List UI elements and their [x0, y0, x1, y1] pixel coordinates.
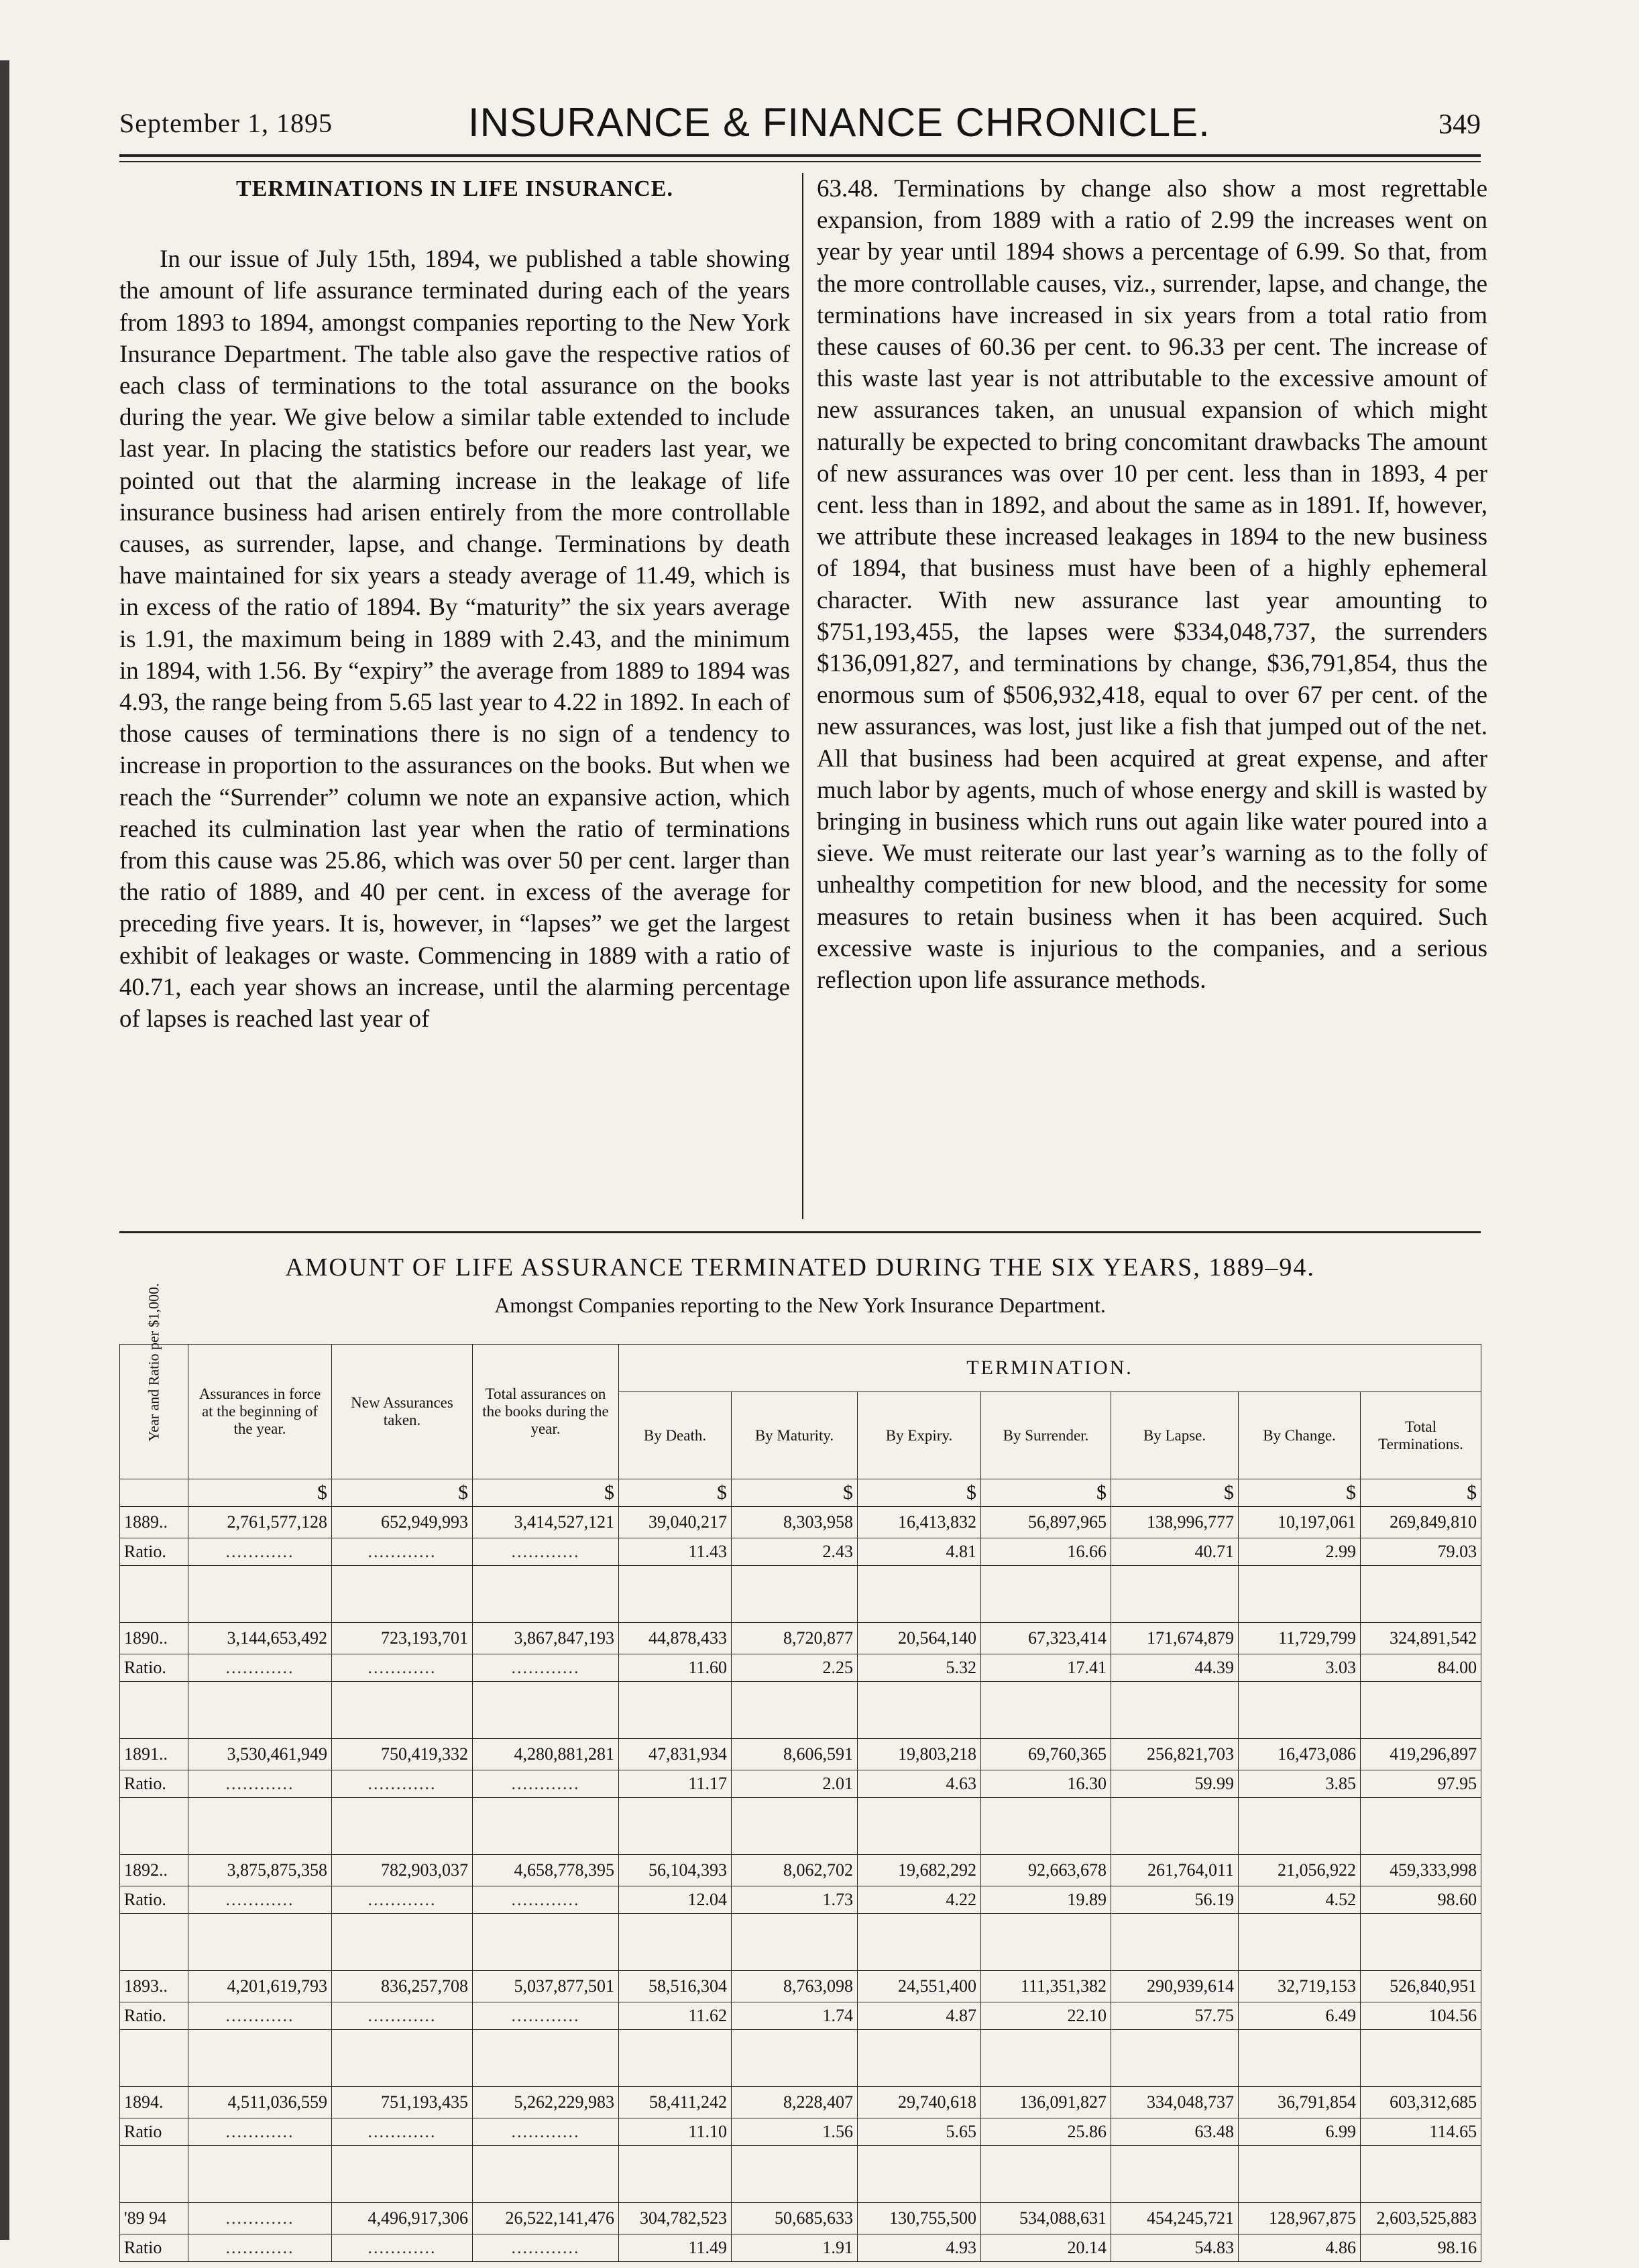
change-ratio-cell: 4.52 — [1239, 1886, 1361, 1914]
spacer-cell — [1111, 2030, 1239, 2087]
spacer-cell — [858, 1566, 981, 1623]
tterm-cell: 526,840,951 — [1361, 1971, 1481, 2002]
column-divider — [802, 173, 803, 1219]
row-spacer — [120, 1682, 1481, 1739]
ratio-label: Ratio. — [120, 1770, 188, 1798]
year-cell: 1889.. — [120, 1507, 188, 1538]
maturity-ratio-cell: 1.91 — [732, 2234, 858, 2262]
change-cell: 16,473,086 — [1239, 1739, 1361, 1770]
change-cell: 21,056,922 — [1239, 1855, 1361, 1886]
spacer-cell — [188, 1682, 332, 1739]
table-row-values — [120, 1507, 1481, 1538]
ratio-label: Ratio. — [120, 2002, 188, 2030]
expiry-ratio-cell: 4.63 — [858, 1770, 981, 1798]
table-row-values — [120, 1739, 1481, 1770]
maturity-ratio-cell: 1.56 — [732, 2118, 858, 2146]
spacer-cell — [1111, 1682, 1239, 1739]
col-header-change: By Change. — [1239, 1392, 1361, 1479]
spacer-cell — [120, 1566, 188, 1623]
death-ratio-cell: 11.17 — [619, 1770, 732, 1798]
dots: ............ — [332, 2002, 473, 2030]
spacer-cell — [1239, 2146, 1361, 2203]
dots: ............ — [332, 2118, 473, 2146]
death-ratio-cell: 11.10 — [619, 2118, 732, 2146]
dots: ............ — [473, 1538, 619, 1566]
death-cell: 39,040,217 — [619, 1507, 732, 1538]
currency-sign: $ — [981, 1479, 1111, 1507]
article-right-column — [817, 173, 1487, 996]
cell — [120, 1479, 188, 1507]
spacer-cell — [619, 1914, 732, 1971]
change-cell: 128,967,875 — [1239, 2203, 1361, 2234]
currency-sign: $ — [332, 1479, 473, 1507]
spacer-cell — [188, 1914, 332, 1971]
force-cell: ............ — [188, 2203, 332, 2234]
spacer-cell — [1111, 1798, 1239, 1855]
tterm-cell: 459,333,998 — [1361, 1855, 1481, 1886]
change-ratio-cell: 3.85 — [1239, 1770, 1361, 1798]
spacer-cell — [1111, 2146, 1239, 2203]
dots: ............ — [332, 1886, 473, 1914]
death-ratio-cell: 12.04 — [619, 1886, 732, 1914]
currency-sign: $ — [858, 1479, 981, 1507]
death-cell: 58,411,242 — [619, 2087, 732, 2118]
surrender-cell: 56,897,965 — [981, 1507, 1111, 1538]
maturity-cell: 8,228,407 — [732, 2087, 858, 2118]
total-books-cell: 3,867,847,193 — [473, 1623, 619, 1654]
row-spacer — [120, 1914, 1481, 1971]
spacer-cell — [732, 1798, 858, 1855]
death-cell: 58,516,304 — [619, 1971, 732, 2002]
expiry-cell: 20,564,140 — [858, 1623, 981, 1654]
lapse-ratio-cell: 59.99 — [1111, 1770, 1239, 1798]
spacer-cell — [981, 1798, 1111, 1855]
spacer-cell — [332, 1682, 473, 1739]
page-header — [119, 99, 1481, 146]
surrender-cell: 111,351,382 — [981, 1971, 1111, 2002]
spacer-cell — [1361, 1914, 1481, 1971]
tterm-cell: 2,603,525,883 — [1361, 2203, 1481, 2234]
col-header-surrender: By Surrender. — [981, 1392, 1111, 1479]
lapse-ratio-cell: 56.19 — [1111, 1886, 1239, 1914]
tterm-ratio-cell: 84.00 — [1361, 1654, 1481, 1682]
col-header-death: By Death. — [619, 1392, 732, 1479]
spacer-cell — [1239, 1914, 1361, 1971]
spacer-cell — [473, 1914, 619, 1971]
col-header-maturity: By Maturity. — [732, 1392, 858, 1479]
spacer-cell — [473, 1798, 619, 1855]
tterm-cell: 324,891,542 — [1361, 1623, 1481, 1654]
dots: ............ — [188, 1654, 332, 1682]
death-cell: 47,831,934 — [619, 1739, 732, 1770]
surrender-ratio-cell: 16.30 — [981, 1770, 1111, 1798]
lapse-ratio-cell: 44.39 — [1111, 1654, 1239, 1682]
spacer-cell — [858, 1798, 981, 1855]
spacer-cell — [619, 1798, 732, 1855]
dots: ............ — [188, 2234, 332, 2262]
spacer-cell — [981, 1914, 1111, 1971]
surrender-cell: 534,088,631 — [981, 2203, 1111, 2234]
spacer-cell — [120, 1682, 188, 1739]
force-cell: 3,144,653,492 — [188, 1623, 332, 1654]
table-row-values — [120, 2203, 1481, 2234]
expiry-ratio-cell: 4.93 — [858, 2234, 981, 2262]
dots: ............ — [188, 1538, 332, 1566]
table-row-ratios — [120, 2234, 1481, 2262]
spacer-cell — [1239, 2030, 1361, 2087]
surrender-ratio-cell: 16.66 — [981, 1538, 1111, 1566]
spacer-cell — [619, 1682, 732, 1739]
spacer-cell — [332, 1566, 473, 1623]
spacer-cell — [332, 1914, 473, 1971]
col-header-new: New Assurances taken. — [332, 1345, 473, 1479]
change-cell: 11,729,799 — [1239, 1623, 1361, 1654]
ratio-label: Ratio — [120, 2234, 188, 2262]
total-books-cell: 26,522,141,476 — [473, 2203, 619, 2234]
death-ratio-cell: 11.49 — [619, 2234, 732, 2262]
new-cell: 723,193,701 — [332, 1623, 473, 1654]
death-ratio-cell: 11.43 — [619, 1538, 732, 1566]
surrender-ratio-cell: 17.41 — [981, 1654, 1111, 1682]
change-ratio-cell: 4.86 — [1239, 2234, 1361, 2262]
tterm-ratio-cell: 104.56 — [1361, 2002, 1481, 2030]
spacer-cell — [858, 2030, 981, 2087]
row-spacer — [120, 2030, 1481, 2087]
surrender-ratio-cell: 22.10 — [981, 2002, 1111, 2030]
lapse-ratio-cell: 57.75 — [1111, 2002, 1239, 2030]
total-books-cell: 3,414,527,121 — [473, 1507, 619, 1538]
col-header-termination: TERMINATION. — [619, 1345, 1481, 1392]
lapse-cell: 171,674,879 — [1111, 1623, 1239, 1654]
spacer-cell — [332, 2030, 473, 2087]
dots: ............ — [332, 2234, 473, 2262]
lapse-cell: 454,245,721 — [1111, 2203, 1239, 2234]
row-spacer — [120, 1798, 1481, 1855]
currency-row — [120, 1479, 1481, 1507]
expiry-cell: 29,740,618 — [858, 2087, 981, 2118]
table-row-ratios — [120, 2118, 1481, 2146]
dots: ............ — [473, 1770, 619, 1798]
new-cell: 782,903,037 — [332, 1855, 473, 1886]
currency-sign: $ — [732, 1479, 858, 1507]
surrender-ratio-cell: 19.89 — [981, 1886, 1111, 1914]
force-cell: 4,201,619,793 — [188, 1971, 332, 2002]
surrender-cell: 92,663,678 — [981, 1855, 1111, 1886]
ratio-label: Ratio. — [120, 1886, 188, 1914]
maturity-ratio-cell: 2.43 — [732, 1538, 858, 1566]
spacer-cell — [732, 1566, 858, 1623]
expiry-cell: 16,413,832 — [858, 1507, 981, 1538]
lapse-cell: 256,821,703 — [1111, 1739, 1239, 1770]
change-ratio-cell: 6.49 — [1239, 2002, 1361, 2030]
currency-sign: $ — [473, 1479, 619, 1507]
spacer-cell — [981, 2030, 1111, 2087]
article-title: TERMINATIONS IN LIFE INSURANCE. — [236, 176, 673, 201]
table-row-values — [120, 1971, 1481, 2002]
spacer-cell — [1361, 1566, 1481, 1623]
col-header-year: Year and Ratio per $1,000. — [120, 1345, 188, 1479]
ratio-label: Ratio. — [120, 1654, 188, 1682]
force-cell: 3,530,461,949 — [188, 1739, 332, 1770]
tterm-ratio-cell: 79.03 — [1361, 1538, 1481, 1566]
dots: ............ — [473, 1654, 619, 1682]
surrender-cell: 67,323,414 — [981, 1623, 1111, 1654]
table-subtitle: Amongst Companies reporting to the New York Insurance Department. — [494, 1293, 1106, 1317]
spacer-cell — [1361, 1798, 1481, 1855]
ratio-label: Ratio — [120, 2118, 188, 2146]
tterm-ratio-cell: 98.16 — [1361, 2234, 1481, 2262]
spacer-cell — [619, 1566, 732, 1623]
spacer-cell — [981, 1566, 1111, 1623]
dots: ............ — [332, 1538, 473, 1566]
col-header-total-books: Total assurances on the books during the year. — [473, 1345, 619, 1479]
col-header-force: Assurances in force at the beginning of the year. — [188, 1345, 332, 1479]
change-ratio-cell: 6.99 — [1239, 2118, 1361, 2146]
currency-sign: $ — [619, 1479, 732, 1507]
surrender-ratio-cell: 20.14 — [981, 2234, 1111, 2262]
spacer-cell — [732, 2146, 858, 2203]
dots: ............ — [332, 1654, 473, 1682]
expiry-cell: 24,551,400 — [858, 1971, 981, 2002]
table-row-ratios — [120, 1654, 1481, 1682]
spacer-cell — [732, 1914, 858, 1971]
dots: ............ — [473, 1886, 619, 1914]
death-ratio-cell: 11.60 — [619, 1654, 732, 1682]
spacer-cell — [188, 1566, 332, 1623]
spacer-cell — [981, 1682, 1111, 1739]
new-cell: 751,193,435 — [332, 2087, 473, 2118]
table-row-values — [120, 1623, 1481, 1654]
new-cell: 836,257,708 — [332, 1971, 473, 2002]
expiry-ratio-cell: 5.32 — [858, 1654, 981, 1682]
expiry-cell: 19,803,218 — [858, 1739, 981, 1770]
expiry-ratio-cell: 4.87 — [858, 2002, 981, 2030]
spacer-cell — [1111, 1914, 1239, 1971]
spacer-cell — [188, 1798, 332, 1855]
maturity-ratio-cell: 2.01 — [732, 1770, 858, 1798]
spacer-cell — [1361, 1682, 1481, 1739]
new-cell: 652,949,993 — [332, 1507, 473, 1538]
surrender-ratio-cell: 25.86 — [981, 2118, 1111, 2146]
death-ratio-cell: 11.62 — [619, 2002, 732, 2030]
spacer-cell — [332, 1798, 473, 1855]
spacer-cell — [188, 2146, 332, 2203]
spacer-cell — [858, 1914, 981, 1971]
col-header-lapse: By Lapse. — [1111, 1392, 1239, 1479]
surrender-cell: 136,091,827 — [981, 2087, 1111, 2118]
spacer-cell — [473, 1566, 619, 1623]
death-cell: 44,878,433 — [619, 1623, 732, 1654]
spacer-cell — [1239, 1682, 1361, 1739]
row-spacer — [120, 1566, 1481, 1623]
header-rule-top — [119, 154, 1481, 157]
table-header-row — [120, 1345, 1481, 1392]
currency-sign: $ — [1239, 1479, 1361, 1507]
force-cell: 2,761,577,128 — [188, 1507, 332, 1538]
tterm-cell: 419,296,897 — [1361, 1739, 1481, 1770]
spacer-cell — [120, 2146, 188, 2203]
publication-title: INSURANCE & FINANCE CHRONICLE. — [468, 100, 1210, 145]
total-books-cell: 5,262,229,983 — [473, 2087, 619, 2118]
table-row-ratios — [120, 1538, 1481, 1566]
lapse-cell: 261,764,011 — [1111, 1855, 1239, 1886]
total-books-cell: 4,280,881,281 — [473, 1739, 619, 1770]
dots: ............ — [473, 2234, 619, 2262]
col-header-total-terminations: Total Terminations. — [1361, 1392, 1481, 1479]
tterm-ratio-cell: 114.65 — [1361, 2118, 1481, 2146]
year-cell: 1891.. — [120, 1739, 188, 1770]
spacer-cell — [188, 2030, 332, 2087]
row-spacer — [120, 2146, 1481, 2203]
maturity-cell: 8,720,877 — [732, 1623, 858, 1654]
spacer-cell — [332, 2146, 473, 2203]
spacer-cell — [120, 1798, 188, 1855]
article-paragraph: In our issue of July 15th, 1894, we published a table showing the amount of life assurance terminated during each of the years from 1893 to 1894, amongst companies reporting to the New York Insurance Department. The table also gave the respective ratios of each class of terminations to the total assurance on the books during the year. We give below a similar table extended to include last year. In placing the statistics before our readers last year, we pointed out that the alarming increase in the leakage of life insurance business had arisen entirely from the more controllable causes, as surrender, lapse, and change. Terminations by death have maintained for six years a steady average of 11.49, which is in excess of the ratio of 1894. By “maturity” the six years average is 1.91, the maximum being in 1889 with 2.43, and the minimum in 1894, with 1.56. By “expiry” the average from 1889 to 1894 was 4.93, the range being from 5.65 last year to 4.22 in 1892. In each of those causes of terminations there is no sign of a tendency to increase in proportion to the assurances on the books. But when we reach the “Surrender” column we note an expansive action, which reached its culmination last year when the ratio of terminations from this cause was 25.86, which was over 50 per cent. larger than the ratio of 1889, and 40 per cent. in excess of the average for preceding five years. It is, however, in “lapses” we get the largest exhibit of leakages or waste. Commencing in 1889 with a ratio of 40.71, each year shows an increase, until the alarming percentage of lapses is reached last year of — [119, 245, 790, 1033]
spacer-cell — [473, 2030, 619, 2087]
header-rule-bottom — [119, 161, 1481, 162]
maturity-ratio-cell: 2.25 — [732, 1654, 858, 1682]
spacer-cell — [120, 1914, 188, 1971]
table-row-ratios — [120, 2002, 1481, 2030]
dots: ............ — [188, 2002, 332, 2030]
tterm-cell: 603,312,685 — [1361, 2087, 1481, 2118]
issue-date: September 1, 1895 — [119, 108, 333, 138]
spacer-cell — [732, 2030, 858, 2087]
section-rule — [119, 1231, 1481, 1233]
tterm-ratio-cell: 98.60 — [1361, 1886, 1481, 1914]
lapse-cell: 138,996,777 — [1111, 1507, 1239, 1538]
spacer-cell — [619, 2030, 732, 2087]
table-row-ratios — [120, 1770, 1481, 1798]
dots: ............ — [188, 1886, 332, 1914]
article-paragraph-continued: 63.48. Terminations by change also show a most regrettable expansion, from 1889 with a ratio of 2.99 the increases went on year by year until 1894 shows a percentage of 6.99. So that, from the more controllable causes, viz., surrender, lapse, and change, the terminations have increased in six years from a total ratio from these causes of 60.36 per cent. to 96.33 per cent. The increase of this waste last year is not attributable to the excessive amount of new assurances taken, an unusual expansion of which might naturally be expected to bring concomitant drawbacks The amount of new assurances was over 10 per cent. less than in 1893, 4 per cent. less than in 1892, and about the same as in 1891. If, however, we attribute these increased leakages in 1894 to the new business of 1894, that business must have been of a highly ephemeral character. With new assurance last year amounting to $751,193,455, the lapses were $334,048,737, the surrenders $136,091,827, and terminations by change, $36,791,854, thus the enormous sum of $506,932,418, equal to over 67 per cent. of the new assurances, was lost, just like a fish that jumped out of the net. All that business had been acquired at great expense, and after much labor by agents, much of whose energy and skill is wasted by bringing in business which runs out again like water poured into a sieve. We must reiterate our last year’s warning as to the folly of unhealthy competition for new blood, and the necessity for some measures to retain business when it has been acquired. Such excessive waste is injurious to the companies, and a serious reflection upon life assurance methods. — [817, 175, 1487, 995]
surrender-cell: 69,760,365 — [981, 1739, 1111, 1770]
lapse-ratio-cell: 63.48 — [1111, 2118, 1239, 2146]
year-cell: 1892.. — [120, 1855, 188, 1886]
tterm-cell: 269,849,810 — [1361, 1507, 1481, 1538]
change-cell: 36,791,854 — [1239, 2087, 1361, 2118]
spacer-cell — [1239, 1566, 1361, 1623]
spacer-cell — [619, 2146, 732, 2203]
spacer-cell — [858, 2146, 981, 2203]
spacer-cell — [981, 2146, 1111, 2203]
spacer-cell — [732, 1682, 858, 1739]
change-cell: 10,197,061 — [1239, 1507, 1361, 1538]
currency-sign: $ — [1361, 1479, 1481, 1507]
maturity-ratio-cell: 1.74 — [732, 2002, 858, 2030]
dots: ............ — [473, 2002, 619, 2030]
tterm-ratio-cell: 97.95 — [1361, 1770, 1481, 1798]
table-row-values — [120, 2087, 1481, 2118]
currency-sign: $ — [188, 1479, 332, 1507]
spacer-cell — [120, 2030, 188, 2087]
expiry-ratio-cell: 4.81 — [858, 1538, 981, 1566]
scan-binding-edge — [0, 60, 9, 2240]
maturity-cell: 8,763,098 — [732, 1971, 858, 2002]
spacer-cell — [1361, 2146, 1481, 2203]
maturity-cell: 8,062,702 — [732, 1855, 858, 1886]
spacer-cell — [1111, 1566, 1239, 1623]
maturity-ratio-cell: 1.73 — [732, 1886, 858, 1914]
table-title: AMOUNT OF LIFE ASSURANCE TERMINATED DURING THE SIX YEARS, 1889–94. — [285, 1253, 1315, 1282]
page-number: 349 — [1438, 109, 1481, 140]
ratio-label: Ratio. — [120, 1538, 188, 1566]
article-left-column — [119, 173, 790, 1035]
table-row-ratios — [120, 1886, 1481, 1914]
dots: ............ — [188, 1770, 332, 1798]
maturity-cell: 50,685,633 — [732, 2203, 858, 2234]
spacer-cell — [473, 1682, 619, 1739]
table-row-values — [120, 1855, 1481, 1886]
table-body — [120, 1479, 1481, 2262]
lapse-cell: 334,048,737 — [1111, 2087, 1239, 2118]
total-books-cell: 5,037,877,501 — [473, 1971, 619, 2002]
force-cell: 4,511,036,559 — [188, 2087, 332, 2118]
year-cell: 1890.. — [120, 1623, 188, 1654]
year-cell: 1894. — [120, 2087, 188, 2118]
death-cell: 304,782,523 — [619, 2203, 732, 2234]
change-cell: 32,719,153 — [1239, 1971, 1361, 2002]
currency-sign: $ — [1111, 1479, 1239, 1507]
lapse-ratio-cell: 54.83 — [1111, 2234, 1239, 2262]
col-header-expiry: By Expiry. — [858, 1392, 981, 1479]
lapse-ratio-cell: 40.71 — [1111, 1538, 1239, 1566]
expiry-cell: 130,755,500 — [858, 2203, 981, 2234]
expiry-ratio-cell: 5.65 — [858, 2118, 981, 2146]
year-cell: 1893.. — [120, 1971, 188, 2002]
dots: ............ — [473, 2118, 619, 2146]
spacer-cell — [473, 2146, 619, 2203]
spacer-cell — [858, 1682, 981, 1739]
dots: ............ — [332, 1770, 473, 1798]
force-cell: 3,875,875,358 — [188, 1855, 332, 1886]
dots: ............ — [188, 2118, 332, 2146]
maturity-cell: 8,303,958 — [732, 1507, 858, 1538]
spacer-cell — [1239, 1798, 1361, 1855]
expiry-ratio-cell: 4.22 — [858, 1886, 981, 1914]
total-books-cell: 4,658,778,395 — [473, 1855, 619, 1886]
year-cell: '89 94 — [120, 2203, 188, 2234]
death-cell: 56,104,393 — [619, 1855, 732, 1886]
maturity-cell: 8,606,591 — [732, 1739, 858, 1770]
change-ratio-cell: 3.03 — [1239, 1654, 1361, 1682]
change-ratio-cell: 2.99 — [1239, 1538, 1361, 1566]
new-cell: 750,419,332 — [332, 1739, 473, 1770]
new-cell: 4,496,917,306 — [332, 2203, 473, 2234]
spacer-cell — [1361, 2030, 1481, 2087]
lapse-cell: 290,939,614 — [1111, 1971, 1239, 2002]
expiry-cell: 19,682,292 — [858, 1855, 981, 1886]
